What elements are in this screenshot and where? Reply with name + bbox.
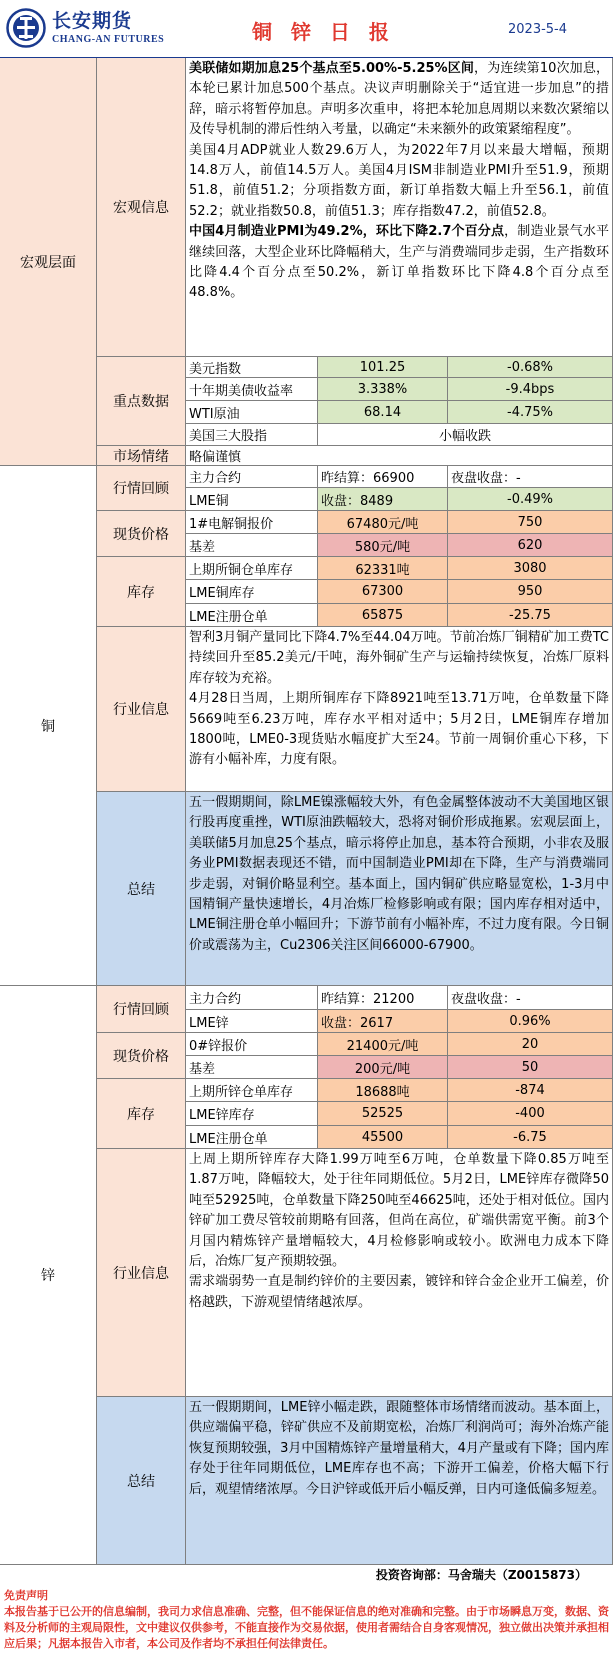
macro-key-data-label: 重点数据 bbox=[97, 357, 186, 446]
macro-sentiment-label: 市场情绪 bbox=[97, 446, 186, 466]
inventory-row-change: 3080 bbox=[448, 557, 613, 580]
section-zinc-label: 锌 bbox=[0, 986, 97, 1565]
zinc-inventory-label: 库存 bbox=[97, 1079, 186, 1149]
company-name-cn: 长安期货 bbox=[52, 10, 133, 32]
copper-main-contract: 主力合约 bbox=[186, 466, 318, 488]
inventory-row-name: LME铜库存 bbox=[186, 580, 318, 604]
zinc-spot-label: 现货价格 bbox=[97, 1033, 186, 1079]
company-name-en: CHANG-AN FUTURES bbox=[52, 34, 165, 45]
macro-fed-detail: ，为连续第10次加息，本轮已累计加息500个基点。决议声明删除关于“适宜进一步加息”的措辞，暗示将暂停加息。声明多次重申，将把本轮加息周期以来数次紧缩以及传导机制的滞后性纳入考量，以确定“未来额外的政策紧缩程度”。 bbox=[189, 61, 610, 138]
key-row-stocks-value: 小幅收跌 bbox=[318, 424, 613, 446]
copper-main-settle: 昨结算：66900 bbox=[318, 466, 448, 488]
copper-inventory-label: 库存 bbox=[97, 557, 186, 627]
report-table bbox=[0, 58, 613, 1565]
zinc-summary-text: 五一假期期间，LME锌小幅走跌，跟随整体市场情绪而波动。基本面上，供应端偏平稳，锌矿供应不及前期宽松，冶炼厂利润尚可；海外冶炼产能恢复预期较强，3月中国精炼锌产量增量稍大，4月产量或有下降；国内库存处于往年同期低位，LME库存也不高；下游开工偏差，价格大幅下行后，观望情绪浓厚。今日沪锌或低开后小幅反弹，日内可逢低偏多短差。 bbox=[186, 1397, 613, 1565]
macro-fed-headline: 美联储如期加息25个基点至5.00%-5.25%区间 bbox=[189, 61, 475, 76]
inventory-row-value: 18688吨 bbox=[318, 1079, 448, 1102]
zinc-spot-price: 21400元/吨 bbox=[318, 1033, 448, 1056]
zinc-spot-name: 0#锌报价 bbox=[186, 1033, 318, 1056]
inventory-row-value: 52525 bbox=[318, 1102, 448, 1126]
macro-info-text bbox=[186, 58, 613, 357]
copper-main-night: 夜盘收盘：- bbox=[448, 466, 613, 488]
disclaimer-title: 免责声明 bbox=[4, 1589, 48, 1602]
section-copper-label: 铜 bbox=[0, 466, 97, 986]
copper-industry-label: 行业信息 bbox=[97, 627, 186, 792]
copper-basis-name: 基差 bbox=[186, 534, 318, 557]
zinc-review-label: 行情回顾 bbox=[97, 986, 186, 1033]
macro-china-pmi-headline: 中国4月制造业PMI为49.2%，环比下降2.7个百分点 bbox=[189, 224, 505, 240]
zinc-industry-text: 上周上期所锌库存大降1.99万吨至6万吨，仓单数量下降0.85万吨至1.87万吨，降幅较大，处于往年同期低位。5月2日，LME锌库存微降50吨至52925吨，仓单数量下降250吨至46625吨，还处于相对低位。国内锌矿加工费尽管较前期略有回落，但尚在高位，矿端供需宽平衡。前3个月国内精炼锌产量增幅较大，4月检修影响或较小。欧洲电力成本下降后，冶炼厂复产预期较强。 需求端弱势一直是制约锌价的主要因素，镀锌和锌合金企业开工偏差，价格越跌，下游观望情绪越浓厚。 bbox=[186, 1149, 613, 1397]
inventory-row-change: -874 bbox=[448, 1079, 613, 1102]
copper-basis-value: 580元/吨 bbox=[318, 534, 448, 557]
report-date: 2023-5-4 bbox=[508, 22, 568, 37]
inventory-row-name: 上期所锌仓单库存 bbox=[186, 1079, 318, 1102]
inventory-row-value: 62331吨 bbox=[318, 557, 448, 580]
zinc-main-night: 夜盘收盘：- bbox=[448, 986, 613, 1010]
inventory-row-change: -6.75 bbox=[448, 1126, 613, 1149]
disclaimer-text: 本报告基于已公开的信息编制，我司力求信息准确、完整，但不能保证信息的绝对准确和完整。由于市场瞬息万变，数据、资料及分析师的主观局限性，文中建议仅供参考，不能直接作为交易依据，使用者需结合自身客观情况，独立做出决策并承担相应后果；凡据本报告入市者，本公司及作者均不承担任何法律责任。 bbox=[4, 1605, 609, 1650]
inventory-row-change: -400 bbox=[448, 1102, 613, 1126]
copper-spot-name: 1#电解铜报价 bbox=[186, 511, 318, 534]
macro-china-pmi-detail: ，制造业景气水平继续回落，大型企业环比降幅稍大，生产与消费端同步走弱，生产指数环比降4.4个百分点至50.2%，新订单指数环比下降4.8个百分点至48.8%。 bbox=[189, 224, 609, 301]
inventory-row-name: 上期所铜仓单库存 bbox=[186, 557, 318, 580]
copper-lme-name: LME铜 bbox=[186, 488, 318, 511]
key-row-name: 十年期美债收益率 bbox=[186, 378, 318, 401]
inventory-row-name: LME注册仓单 bbox=[186, 1126, 318, 1149]
zinc-lme-close: 收盘：2617 bbox=[318, 1010, 448, 1033]
inventory-row-name: LME注册仓单 bbox=[186, 604, 318, 627]
report-title: 铜 锌 日 报 bbox=[252, 20, 395, 44]
macro-sentiment-value: 略偏谨慎 bbox=[186, 446, 613, 466]
copper-review-label: 行情回顾 bbox=[97, 466, 186, 511]
key-row-change: -9.4bps bbox=[448, 378, 613, 401]
copper-spot-price: 67480元/吨 bbox=[318, 511, 448, 534]
macro-info-label: 宏观信息 bbox=[97, 58, 186, 357]
key-row-value: 101.25 bbox=[318, 357, 448, 378]
zinc-basis-name: 基差 bbox=[186, 1056, 318, 1079]
inventory-row-change: 950 bbox=[448, 580, 613, 604]
inventory-row-change: -25.75 bbox=[448, 604, 613, 627]
zinc-main-contract: 主力合约 bbox=[186, 986, 318, 1010]
key-row-change: -4.75% bbox=[448, 401, 613, 424]
investment-advisor: 投资咨询部：马舍瑞夫（Z0015873） bbox=[375, 1568, 587, 1582]
company-logo-icon bbox=[6, 8, 46, 48]
zinc-main-settle: 昨结算：21200 bbox=[318, 986, 448, 1010]
inventory-row-value: 45500 bbox=[318, 1126, 448, 1149]
key-row-change: -0.68% bbox=[448, 357, 613, 378]
zinc-industry-label: 行业信息 bbox=[97, 1149, 186, 1397]
key-row-name: 美国三大股指 bbox=[186, 424, 318, 446]
key-row-value: 3.338% bbox=[318, 378, 448, 401]
section-macro-label: 宏观层面 bbox=[0, 58, 97, 466]
key-row-name: 美元指数 bbox=[186, 357, 318, 378]
copper-summary-text: 五一假期期间，除LME镍涨幅较大外，有色金属整体波动不大美国地区银行股再度重挫，WTI原油跌幅较大，恐将对铜价形成拖累。宏观层面上，美联储5月加息25个基点，暗示将停止加息，基本符合预期，小非农及服务业PMI数据表现还不错，而中国制造业PMI却在下降，生产与消费端同步走弱，对铜价略显利空。基本面上，国内铜矿供应略显宽松，1-3月中国精铜产量快速增长，4月冶炼厂检修影响或有限；国内库存相对适中，LME铜注册仓单小幅回升；下游节前有小幅补库，不过力度有限。今日铜价或震荡为主，Cu2306关注区间66000-67900。 bbox=[186, 792, 613, 986]
zinc-basis-change: 50 bbox=[448, 1056, 613, 1079]
inventory-row-name: LME锌库存 bbox=[186, 1102, 318, 1126]
report-header bbox=[0, 0, 613, 58]
copper-lme-close: 收盘：8489 bbox=[318, 488, 448, 511]
copper-spot-label: 现货价格 bbox=[97, 511, 186, 557]
copper-spot-change: 750 bbox=[448, 511, 613, 534]
macro-us-data: 美国4月ADP就业人数29.6万人，为2022年7月以来最大增幅，预期14.8万人，前值14.5万人。美国4月ISM非制造业PMI升至51.9，预期51.8，前值51.2；分项指数方面，新订单指数大幅上升至56.1，前值52.2；就业指数50.8，前值51.3；库存指数47.2，前值52.8。 bbox=[189, 142, 609, 219]
copper-basis-change: 620 bbox=[448, 534, 613, 557]
copper-summary-label: 总结 bbox=[97, 792, 186, 986]
disclaimer bbox=[0, 1586, 613, 1655]
copper-lme-change: -0.49% bbox=[448, 488, 613, 511]
copper-industry-text: 智利3月铜产量同比下降4.7%至44.04万吨。节前冶炼厂铜精矿加工费TC持续回升至85.2美元/干吨，海外铜矿生产与运输持续恢复，冶炼厂原料库存较为充裕。 4月28日当周，上期所铜库存下降8921吨至13.71万吨，仓单数量下降5669吨至6.23万吨，库存水平相对适中；5月2日，LME铜库存增加1800吨，LME0-3现货贴水幅度扩大至24。节前一周铜价重心下移，下游有小幅补库，力度有限。 bbox=[186, 627, 613, 792]
inventory-row-value: 65875 bbox=[318, 604, 448, 627]
zinc-summary-label: 总结 bbox=[97, 1397, 186, 1565]
zinc-lme-name: LME锌 bbox=[186, 1010, 318, 1033]
inventory-row-value: 67300 bbox=[318, 580, 448, 604]
zinc-spot-change: 20 bbox=[448, 1033, 613, 1056]
zinc-lme-change: 0.96% bbox=[448, 1010, 613, 1033]
key-row-value: 68.14 bbox=[318, 401, 448, 424]
zinc-basis-value: 200元/吨 bbox=[318, 1056, 448, 1079]
key-row-name: WTI原油 bbox=[186, 401, 318, 424]
